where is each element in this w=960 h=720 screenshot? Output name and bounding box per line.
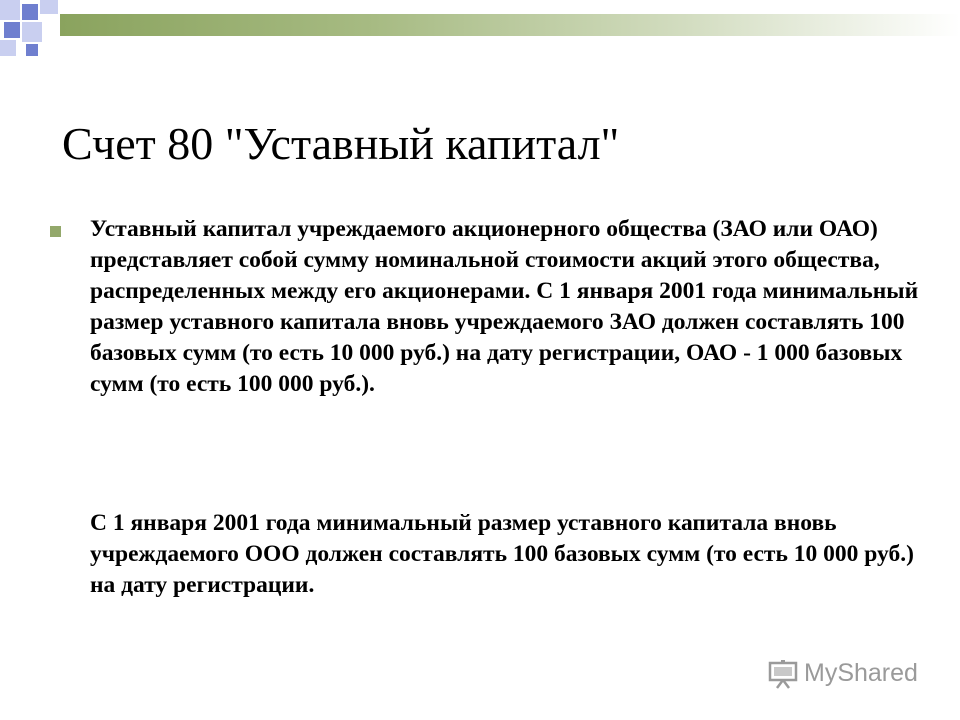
corner-square-blue-1: [0, 0, 20, 20]
corner-square-blue-5: [22, 22, 42, 42]
corner-square-blue-2: [22, 4, 38, 20]
corner-decoration: [0, 0, 60, 60]
paragraph-2: С 1 января 2001 года минимальный размер уставного капитала вновь учреждаемого ООО должен составлять 100 базовых сумм (то есть 10 000 руб.) на дату регистрации.: [90, 510, 914, 598]
corner-square-blue-3: [40, 0, 58, 14]
corner-square-blue-7: [26, 44, 38, 56]
header-gradient-bar: [60, 14, 960, 36]
presentation-board-icon: [768, 660, 798, 690]
corner-square-blue-4: [4, 22, 20, 38]
corner-square-blue-6: [0, 40, 16, 56]
watermark: [768, 656, 928, 696]
watermark-text: MyShared: [804, 659, 918, 687]
slide-title: Счет 80 "Уставный капитал": [62, 117, 620, 169]
bullet-square-icon: [50, 226, 61, 237]
paragraph-1: Уставный капитал учреждаемого акционерного общества (ЗАО или ОАО) представляет собой сумму номинальной стоимости акций этого общества, распределенных между его акционерами. С 1 января 2001 года минимальный размер уставного капитала вновь учреждаемого ЗАО должен составлять 100 базовых сумм (то есть 10 000 руб.) на дату регистрации, ОАО - 1 000 базовых сумм (то есть 100 000 руб.).: [90, 216, 919, 397]
